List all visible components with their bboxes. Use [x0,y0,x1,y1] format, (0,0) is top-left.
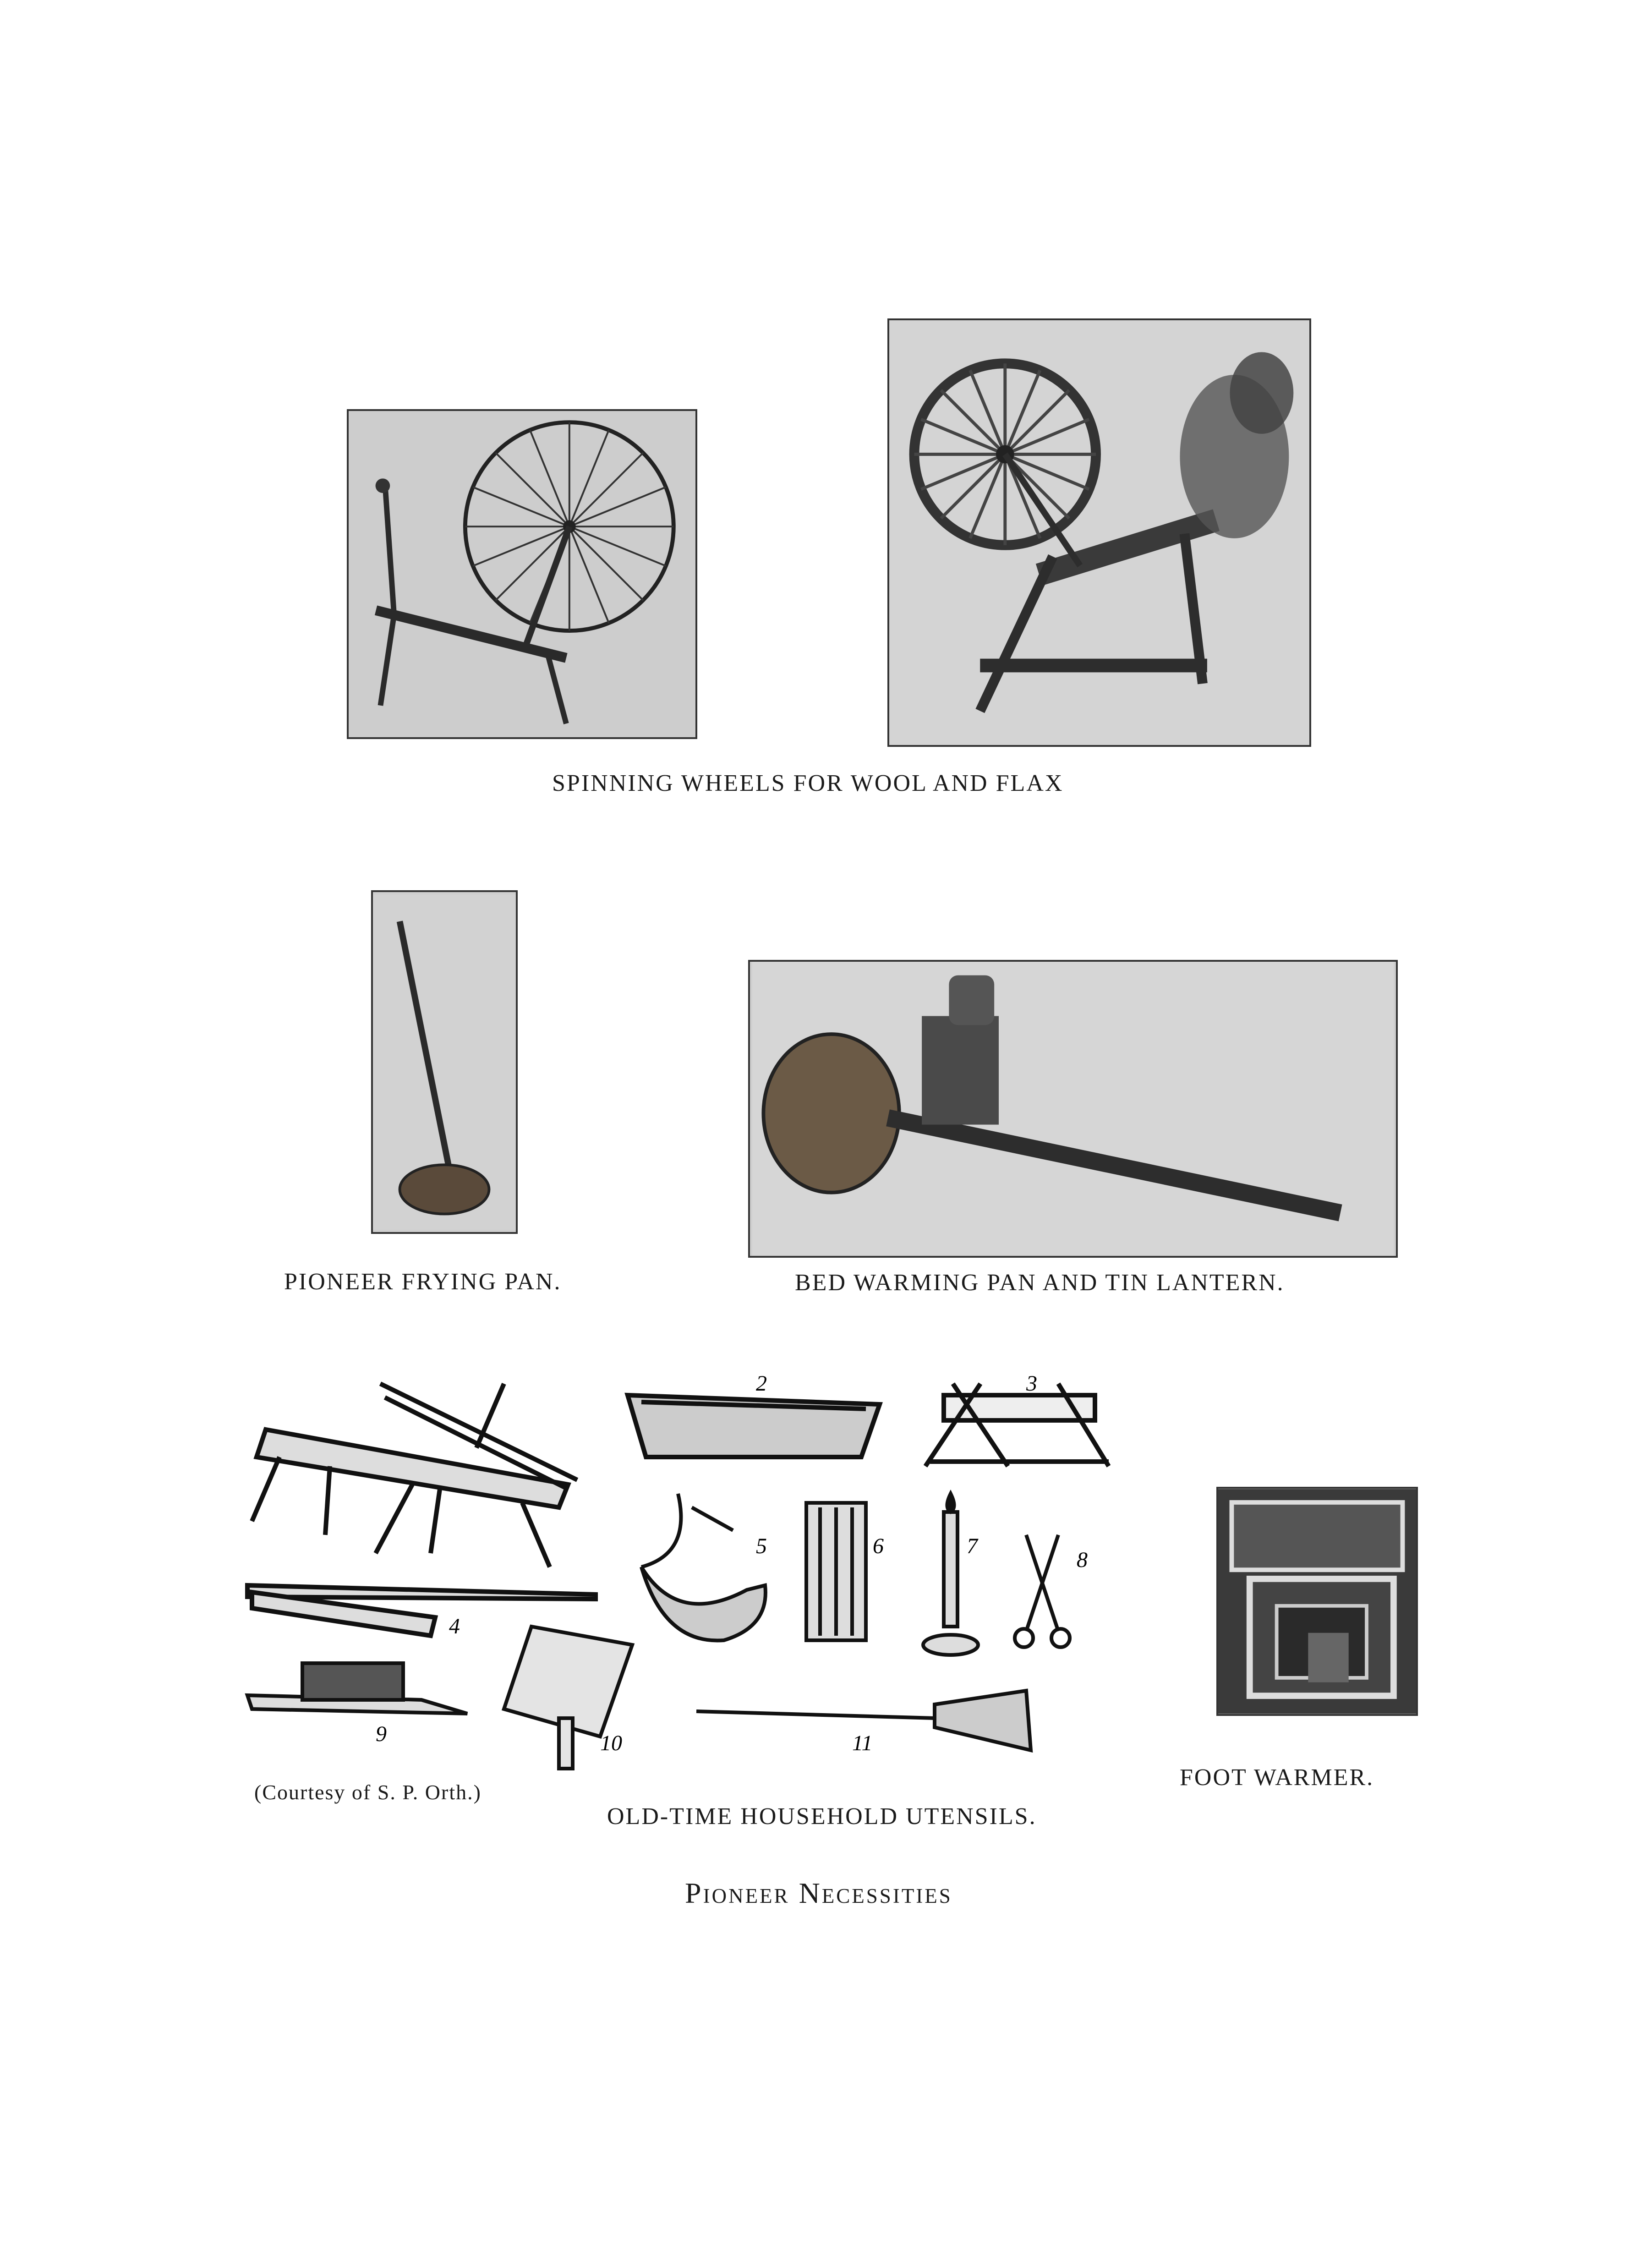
warming-pan-caption: BED WARMING PAN AND TIN LANTERN. [795,1270,1285,1296]
foot-warmer-photo [1216,1487,1418,1716]
candlestick-sketch [923,1494,978,1655]
spinning-wheel-wool-drawing [349,411,695,737]
item-number-9: 9 [376,1722,387,1746]
dough-tray-sketch [628,1395,880,1457]
item-number-5: 5 [756,1534,767,1558]
item-number-3: 3 [1026,1371,1037,1396]
household-utensils-illustration [238,1370,1136,1773]
item-number-10: 10 [600,1731,622,1755]
frying-pan-drawing [373,892,516,1232]
yarn-reel-sketch [925,1384,1109,1466]
item-number-8: 8 [1077,1548,1088,1572]
warming-pan-drawing [750,962,1396,1256]
warming-pan-photo [748,960,1398,1258]
utensils-caption: OLD-TIME HOUSEHOLD UTENSILS. [607,1803,1037,1830]
spinning-wheel-wool-photo [347,409,697,739]
item-number-7: 7 [967,1534,978,1558]
utensils-credit: (Courtesy of S. P. Orth.) [254,1780,481,1804]
betty-lamp-sketch [641,1494,766,1641]
item-number-4: 4 [449,1614,460,1638]
item-number-11: 11 [852,1731,873,1755]
page-title: Pioneer Necessities [685,1877,952,1909]
spinning-wheels-caption: SPINNING WHEELS FOR WOOL AND FLAX [552,770,1064,796]
candle-mold-sketch [806,1503,866,1640]
spinning-wheel-flax-photo [887,318,1311,747]
foot-warmer-drawing [1218,1489,1416,1714]
hackle-board-sketch [247,1663,467,1714]
item-number-6: 6 [873,1534,884,1558]
spinning-wheel-flax-drawing [889,320,1309,745]
household-utensils-drawing [238,1370,1136,1773]
candle-snuffers-sketch [1015,1535,1070,1647]
frying-pan-caption: PIONEER FRYING PAN. [284,1269,562,1295]
foot-warmer-caption: FOOT WARMER. [1180,1764,1374,1791]
frying-pan-photo [371,890,518,1234]
shaving-horse-sketch [252,1384,577,1567]
item-number-2: 2 [756,1371,767,1396]
